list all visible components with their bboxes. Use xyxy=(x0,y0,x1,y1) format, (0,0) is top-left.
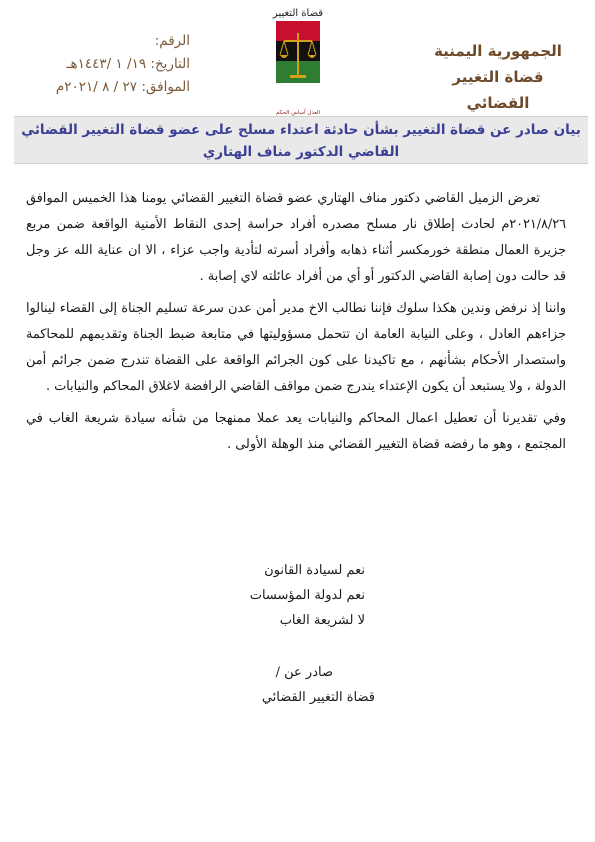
body-paragraph: واننا إذ نرفض وندين هكذا سلوك فإننا نطالب الاخ مدير أمن عدن سرعة تسليم الجناة إلى القضاء لينالوا جزاءهم العادل ، وعلى النيابة العامة ان تتحمل مسؤوليتها في متابعة ضبط الجناة وتقديمهم للمحاكمة واستصدار الأحكام بشأنهم ، مع تاكيدنا على كون الجرائم الواقعة على القضاة تندرج ضمن جرائم أمن الدولة ، ولا يستبعد أن يكون الإعتداء يندرج ضمن مواقف القاضي الرافضة لاغلاق المحاكم والنيابات . xyxy=(26,301,566,394)
slogans xyxy=(165,558,365,633)
body-paragraph: وفي تقديرنا أن تعطيل اعمال المحاكم والنيابات يعد عملا ممنهجا من شأنه سيادة شريعة الغاب في المجتمع ، وهو ما رفضه قضاة التغيير القضائي منذ الوهلة الأولى . xyxy=(26,411,566,452)
issuer-signature xyxy=(175,660,375,710)
scale-base xyxy=(290,75,306,78)
organization-block xyxy=(423,38,573,116)
date-gregorian: الموافق: ٢٧ / ٨ /٢٠٢١م xyxy=(55,79,190,95)
date-hijri: التاريخ: ١٩/ ١ /١٤٤٣هـ xyxy=(66,56,190,72)
emblem-calligraphy: قضاة التغيير xyxy=(272,8,324,19)
org-name: قضاة التغيير القضائي xyxy=(452,68,544,112)
issuer-label: صادر عن / xyxy=(275,665,333,680)
body-paragraph: تعرض الزميل القاضي دكتور مناف الهتاري عضو قضاة التغيير القضائي يومنا هذا الخميس الموافق ٢٠٢١/٨/٢٦م لحادث إطلاق نار مسلح مصدره أفراد حراسة إحدى النقاط الأمنية الواقعة ضمن مربع جزيرة العمال منطقة خورمكسر أثناء ذهابه وأفراد أسرته لتأدية واجب عزاء ، الا ان عناية الله عز وجل قد حالت دون إصابة القاضي الدكتور أو أي من أفراد عائلته لاي إصابة . xyxy=(26,191,566,284)
statement-body xyxy=(26,186,566,464)
slogan-line: نعم لدولة المؤسسات xyxy=(249,588,365,603)
title-line-1: بيان صادر عن قضاة التغيير بشأن حادثة اعتداء مسلح على عضو قضاة التغيير القضائي xyxy=(21,122,581,138)
emblem-motto: العدل أساس الحكم xyxy=(275,110,321,116)
reference-label: الرقم: xyxy=(154,33,190,49)
title-line-2: القاضي الدكتور مناف الهتاري xyxy=(202,144,400,160)
statement-title xyxy=(14,116,588,164)
reference-block xyxy=(20,30,190,99)
slogan-line: نعم لسيادة القانون xyxy=(264,563,365,578)
org-country: الجمهورية اليمنية xyxy=(434,42,562,60)
issuer-name: قضاة التغيير القضائي xyxy=(261,690,375,705)
emblem xyxy=(262,8,334,126)
scales-of-justice-icon xyxy=(262,19,334,103)
slogan-line: لا لشريعة الغاب xyxy=(279,613,365,628)
